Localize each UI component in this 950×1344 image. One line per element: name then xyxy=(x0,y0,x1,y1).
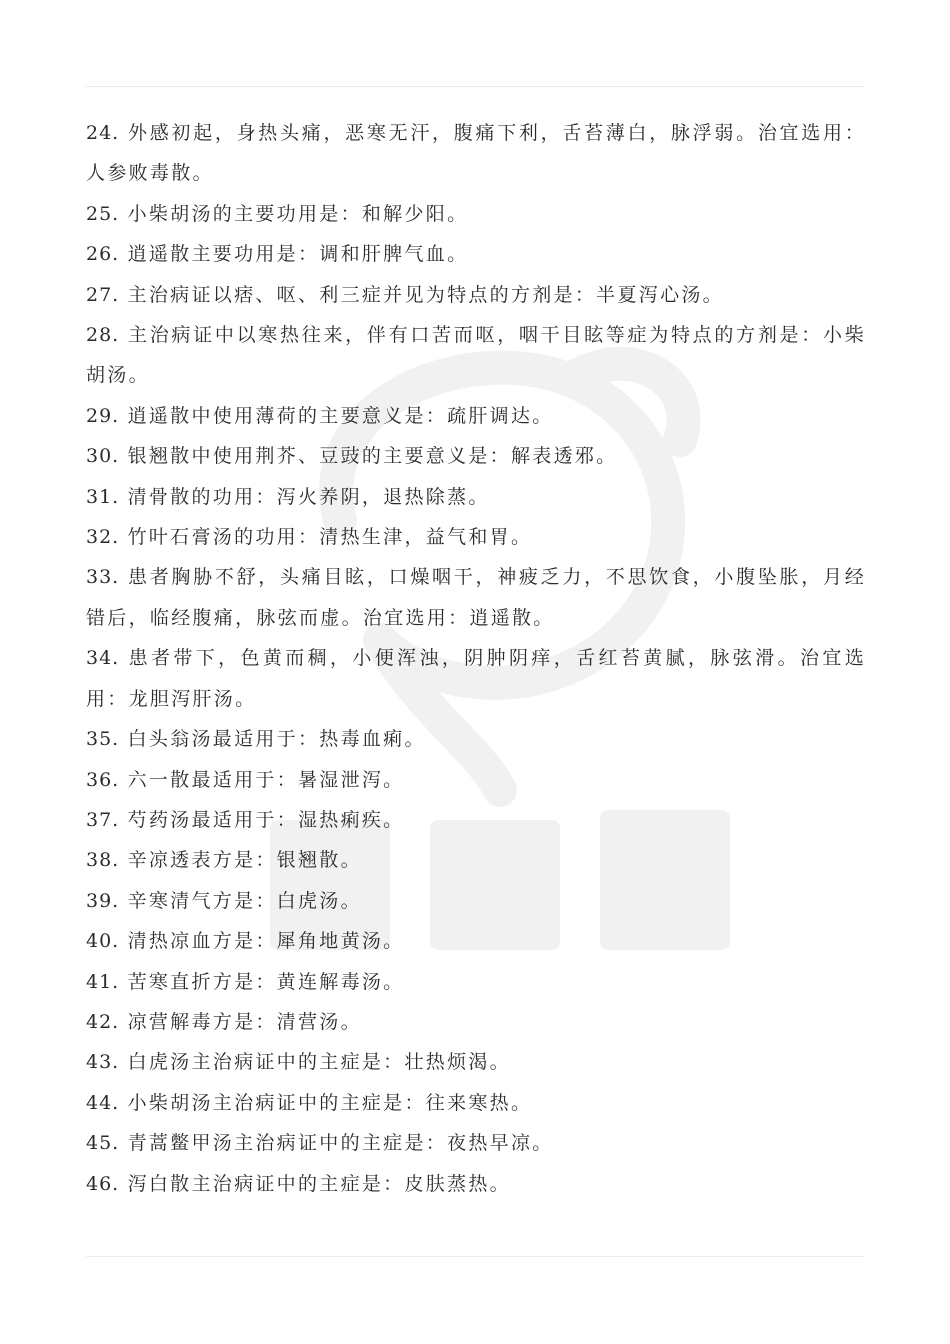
item-text: 小柴胡汤主治病证中的主症是：往来寒热。 xyxy=(127,1091,533,1114)
item-text: 竹叶石膏汤的功用：清热生津，益气和胃。 xyxy=(127,526,533,549)
list-item xyxy=(86,1123,866,1163)
item-text: 青蒿鳖甲汤主治病证中的主症是：夜热早凉。 xyxy=(127,1132,554,1155)
list-item xyxy=(86,113,866,194)
item-number: 42. xyxy=(86,1010,120,1033)
list-item xyxy=(86,760,866,800)
item-text: 六一散最适用于：暑湿泄泻。 xyxy=(127,768,405,791)
item-number: 36. xyxy=(86,768,120,791)
item-number: 43. xyxy=(86,1051,120,1074)
item-number: 40. xyxy=(86,930,120,953)
item-text: 泻白散主治病证中的主症是：皮肤蒸热。 xyxy=(127,1172,511,1195)
item-text: 白虎汤主治病证中的主症是：壮热烦渴。 xyxy=(127,1051,511,1074)
item-number: 29. xyxy=(86,404,120,427)
item-text: 清热凉血方是：犀角地黄汤。 xyxy=(127,930,405,953)
item-number: 24. xyxy=(86,122,120,144)
item-number: 37. xyxy=(86,808,120,831)
header-divider xyxy=(86,86,864,87)
item-number: 27. xyxy=(86,283,120,306)
list-item xyxy=(86,557,866,638)
item-number: 34. xyxy=(86,647,120,670)
item-text: 患者胸胁不舒，头痛目眩，口燥咽干，神疲乏力，不思饮食，小腹坠胀，月经错后，临经腹痛，脉弦而虚。治宜选用：逍遥散。 xyxy=(86,566,867,629)
item-number: 33. xyxy=(86,566,120,589)
list-item xyxy=(86,477,866,517)
item-text: 辛凉透表方是：银翘散。 xyxy=(127,849,362,872)
item-number: 46. xyxy=(86,1172,120,1195)
list-item xyxy=(86,1002,866,1042)
item-text: 逍遥散主要功用是：调和肝脾气血。 xyxy=(127,243,469,266)
list-item xyxy=(86,275,866,315)
item-text: 白头翁汤最适用于：热毒血痢。 xyxy=(127,728,426,751)
item-text: 逍遥散中使用薄荷的主要意义是：疏肝调达。 xyxy=(127,404,554,427)
item-text: 小柴胡汤的主要功用是：和解少阳。 xyxy=(127,202,469,225)
list-item xyxy=(86,1042,866,1082)
item-number: 32. xyxy=(86,526,120,549)
list-item xyxy=(86,436,866,476)
item-number: 26. xyxy=(86,243,120,266)
item-text: 主治病证以痞、呕、利三症并见为特点的方剂是：半夏泻心汤。 xyxy=(127,283,724,306)
list-item xyxy=(86,962,866,1002)
list-item xyxy=(86,921,866,961)
item-number: 28. xyxy=(86,324,120,347)
item-number: 35. xyxy=(86,728,120,751)
item-number: 45. xyxy=(86,1132,120,1155)
list-item xyxy=(86,840,866,880)
item-number: 25. xyxy=(86,202,120,225)
list-item xyxy=(86,315,866,396)
item-number: 39. xyxy=(86,889,120,912)
item-number: 44. xyxy=(86,1091,120,1114)
list-item xyxy=(86,719,866,759)
list-item xyxy=(86,881,866,921)
item-number: 30. xyxy=(86,445,120,468)
item-text: 清骨散的功用：泻火养阴，退热除蒸。 xyxy=(127,485,490,508)
item-number: 41. xyxy=(86,970,120,993)
list-item xyxy=(86,1083,866,1123)
item-text: 外感初起，身热头痛，恶寒无汗，腹痛下利，舌苔薄白，脉浮弱。治宜选用：人参败毒散。 xyxy=(86,122,867,185)
item-text: 苦寒直折方是：黄连解毒汤。 xyxy=(127,970,405,993)
list-item xyxy=(86,396,866,436)
item-text: 主治病证中以寒热往来，伴有口苦而呕，咽干目眩等症为特点的方剂是：小柴胡汤。 xyxy=(86,324,867,387)
list-item xyxy=(86,800,866,840)
item-text: 银翘散中使用荆芥、豆豉的主要意义是：解表透邪。 xyxy=(127,445,618,468)
list-item xyxy=(86,234,866,274)
question-list xyxy=(86,113,866,1204)
item-text: 凉营解毒方是：清营汤。 xyxy=(127,1010,362,1033)
footer-divider xyxy=(86,1256,864,1257)
list-item xyxy=(86,638,866,719)
item-text: 芍药汤最适用于：湿热痢疾。 xyxy=(127,808,405,831)
item-text: 辛寒清气方是：白虎汤。 xyxy=(127,889,362,912)
list-item xyxy=(86,194,866,234)
item-number: 38. xyxy=(86,849,120,872)
list-item xyxy=(86,1164,866,1204)
item-number: 31. xyxy=(86,485,120,508)
item-text: 患者带下，色黄而稠，小便浑浊，阴肿阴痒，舌红苔黄腻，脉弦滑。治宜选用：龙胆泻肝汤。 xyxy=(86,647,866,710)
list-item xyxy=(86,517,866,557)
